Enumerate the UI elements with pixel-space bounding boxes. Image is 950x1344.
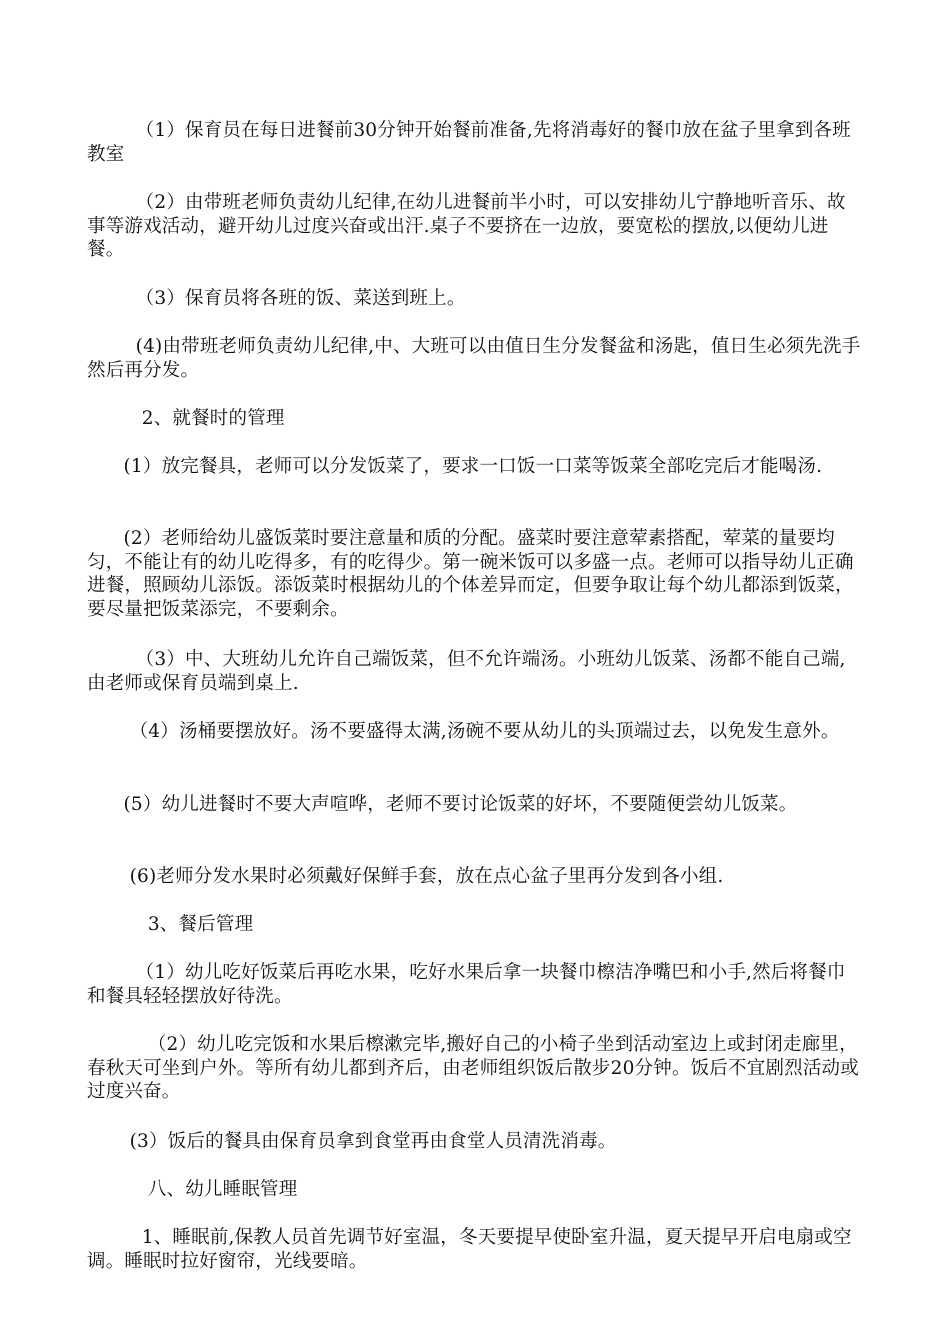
- paragraph-9: （4）汤桶要摆放好。汤不要盛得太满,汤碗不要从幼儿的头顶端过去，以免发生意外。: [87, 721, 840, 742]
- section-heading-2: 2、就餐时的管理: [87, 408, 285, 429]
- paragraph-8: （3）中、大班幼儿允许自己端饭菜，但不允许端汤。小班幼儿饭菜、汤都不能自己端,由老师或保育员端到桌上.: [87, 649, 846, 694]
- section-heading-8: 八、幼儿睡眠管理: [87, 1179, 298, 1200]
- paragraph-7: (2）老师给幼儿盛饭菜时要注意量和质的分配。盛菜时要注意荤素搭配，荤菜的量要均匀，不能让有的幼儿吃得多，有的吃得少。第一碗米饭可以多盛一点。老师可以指导幼儿正确进餐，照顾幼儿添饭。添饭菜时根据幼儿的个体差异而定，但要争取让每个幼儿都添到饭菜，要尽量把饭菜添完，不要剩余。: [87, 528, 854, 620]
- paragraph-14: （2）幼儿吃完饭和水果后檫漱完毕,搬好自己的小椅子坐到活动室边上或封闭走廊里，春秋天可坐到户外。等所有幼儿都到齐后，由老师组织饭后散步20分钟。饭后不宜剧烈活动或过度兴奋。: [87, 1034, 859, 1102]
- paragraph-10: (5）幼儿进餐时不要大声喧哗，老师不要讨论饭菜的好坏，不要随便尝幼儿饭菜。: [87, 794, 798, 815]
- paragraph-15: (3）饭后的餐具由保育员拿到食堂再由食堂人员清洗消毒。: [87, 1131, 617, 1152]
- paragraph-3: （3）保育员将各班的饭、菜送到班上。: [87, 288, 466, 309]
- paragraph-11: (6)老师分发水果时必须戴好保鲜手套，放在点心盆子里再分发到各小组.: [87, 866, 724, 887]
- section-heading-3: 3、餐后管理: [87, 914, 254, 935]
- paragraph-6: (1）放完餐具，老师可以分发饭菜了，要求一口饭一口菜等饭菜全部吃完后才能喝汤.: [87, 456, 823, 477]
- paragraph-4: (4)由带班老师负责幼儿纪律,中、大班可以由值日生分发餐盆和汤匙，值日生必须先洗手然后再分发。: [87, 336, 861, 381]
- paragraph-1: （1）保育员在每日进餐前30分钟开始餐前准备,先将消毒好的餐巾放在盆子里拿到各班教室: [87, 120, 851, 165]
- paragraph-17: 1、睡眠前,保教人员首先调节好室温，冬天要提早使卧室升温，夏天提早开启电扇或空调。睡眠时拉好窗帘，光线要暗。: [87, 1227, 852, 1272]
- paragraph-2: （2）由带班老师负责幼儿纪律,在幼儿进餐前半小时，可以安排幼儿宁静地听音乐、故事等游戏活动，避开幼儿过度兴奋或出汗.桌子不要挤在一边放，要宽松的摆放,以便幼儿进餐。: [87, 192, 846, 260]
- paragraph-13: （1）幼儿吃好饭菜后再吃水果，吃好水果后拿一块餐巾檫洁净嘴巴和小手,然后将餐巾和餐具轻轻摆放好待洗。: [87, 962, 846, 1007]
